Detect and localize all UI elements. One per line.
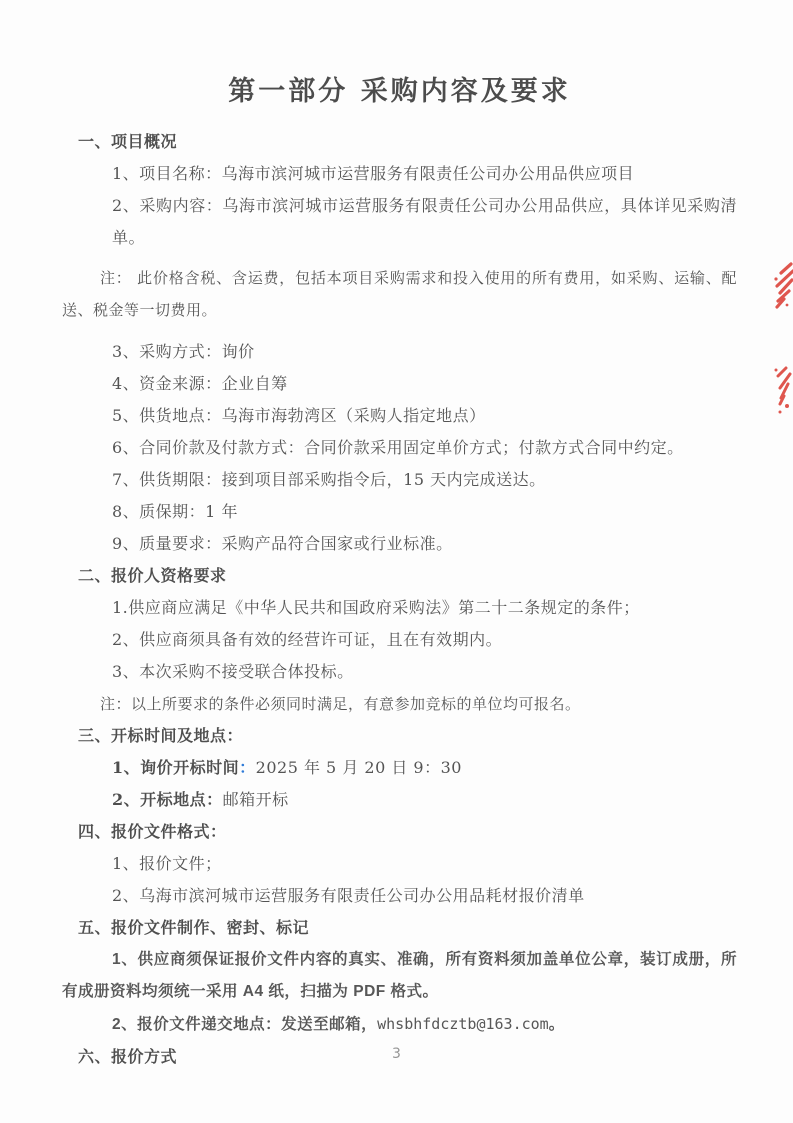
section-2-item-law-requirement: 1.供应商应满足《中华人民共和国政府采购法》第二十二条规定的条件； — [112, 598, 640, 617]
submission-address-label: 2、报价文件递交地点：发送至邮箱， — [112, 1016, 378, 1033]
section-1-item-delivery-location: 5、供货地点：乌海市海勃湾区（采购人指定地点） — [112, 406, 486, 425]
section-4-heading: 四、报价文件格式： — [78, 822, 227, 841]
section-1-item-warranty: 8、质保期：1 年 — [112, 502, 238, 521]
bid-opening-time-value: 2025 年 5 月 20 日 9：30 — [255, 758, 462, 777]
section-6-heading: 六、报价方式 — [78, 1047, 178, 1066]
section-2-item-no-consortium: 3、本次采购不接受联合体投标。 — [112, 662, 354, 681]
paging-seal-fragment-bottom-icon — [772, 360, 793, 416]
section-4-item-quotation-list: 2、乌海市滨河城市运营服务有限责任公司办公用品耗材报价清单 — [112, 886, 585, 905]
section-2-heading: 二、报价人资格要求 — [78, 566, 227, 585]
section-5-item-document-requirements: 1、供应商须保证报价文件内容的真实、准确，所有资料须加盖单位公章，装订成册，所有成册资料均须统一采用 A4 纸，扫描为 PDF 格式。 — [62, 951, 737, 1000]
section-4-item-quotation-document: 1、报价文件； — [112, 854, 222, 873]
page-title: 第一部分 采购内容及要求 — [228, 76, 571, 107]
section-1-item-contract-payment: 6、合同价款及付款方式：合同价款采用固定单价方式；付款方式合同中约定。 — [112, 438, 684, 457]
submission-email: whsbhfdcztb@163.com — [377, 1015, 549, 1033]
section-3-item-bid-opening-time — [62, 752, 737, 784]
section-1-item-delivery-deadline: 7、供货期限：接到项目部采购指令后，15 天内完成送达。 — [112, 470, 546, 489]
section-1-item-procurement-method: 3、采购方式：询价 — [112, 342, 255, 361]
bid-opening-place-label: 2、开标地点： — [112, 790, 223, 809]
section-1-heading: 一、项目概况 — [78, 132, 178, 151]
document-content — [62, 0, 737, 1073]
section-1-item-project-name: 1、项目名称：乌海市滨河城市运营服务有限责任公司办公用品供应项目 — [112, 164, 635, 183]
section-1-item-funding-source: 4、资金来源：企业自筹 — [112, 374, 288, 393]
section-3-heading: 三、开标时间及地点： — [78, 726, 244, 745]
section-3-item-bid-opening-place — [62, 784, 737, 816]
section-5-item-submission-address — [62, 1008, 737, 1041]
section-1-item-procurement-content: 2、采购内容：乌海市滨河城市运营服务有限责任公司办公用品供应，具体详见采购清单。 — [112, 196, 737, 247]
page-number: 3 — [392, 1046, 401, 1062]
section-5-heading: 五、报价文件制作、密封、标记 — [78, 918, 310, 937]
paging-seal-fragment-top-icon — [771, 261, 793, 313]
section-1-price-note: 注： 此价格含税、含运费，包括本项目采购需求和投入使用的所有费用，如采购、运输、配送、税金等一切费用。 — [62, 269, 737, 319]
bid-opening-time-colon: ： — [239, 758, 256, 777]
section-2-item-license-requirement: 2、供应商须具备有效的经营许可证，且在有效期内。 — [112, 630, 503, 649]
bid-opening-time-label: 1、询价开标时间 — [112, 758, 240, 777]
section-2-note: 注：以上所要求的条件必须同时满足，有意参加竞标的单位均可报名。 — [100, 695, 581, 713]
bid-opening-place-value: 邮箱开标 — [222, 790, 289, 809]
submission-address-suffix: 。 — [548, 1016, 565, 1033]
section-1-item-quality-requirement: 9、质量要求：采购产品符合国家或行业标准。 — [112, 534, 453, 553]
